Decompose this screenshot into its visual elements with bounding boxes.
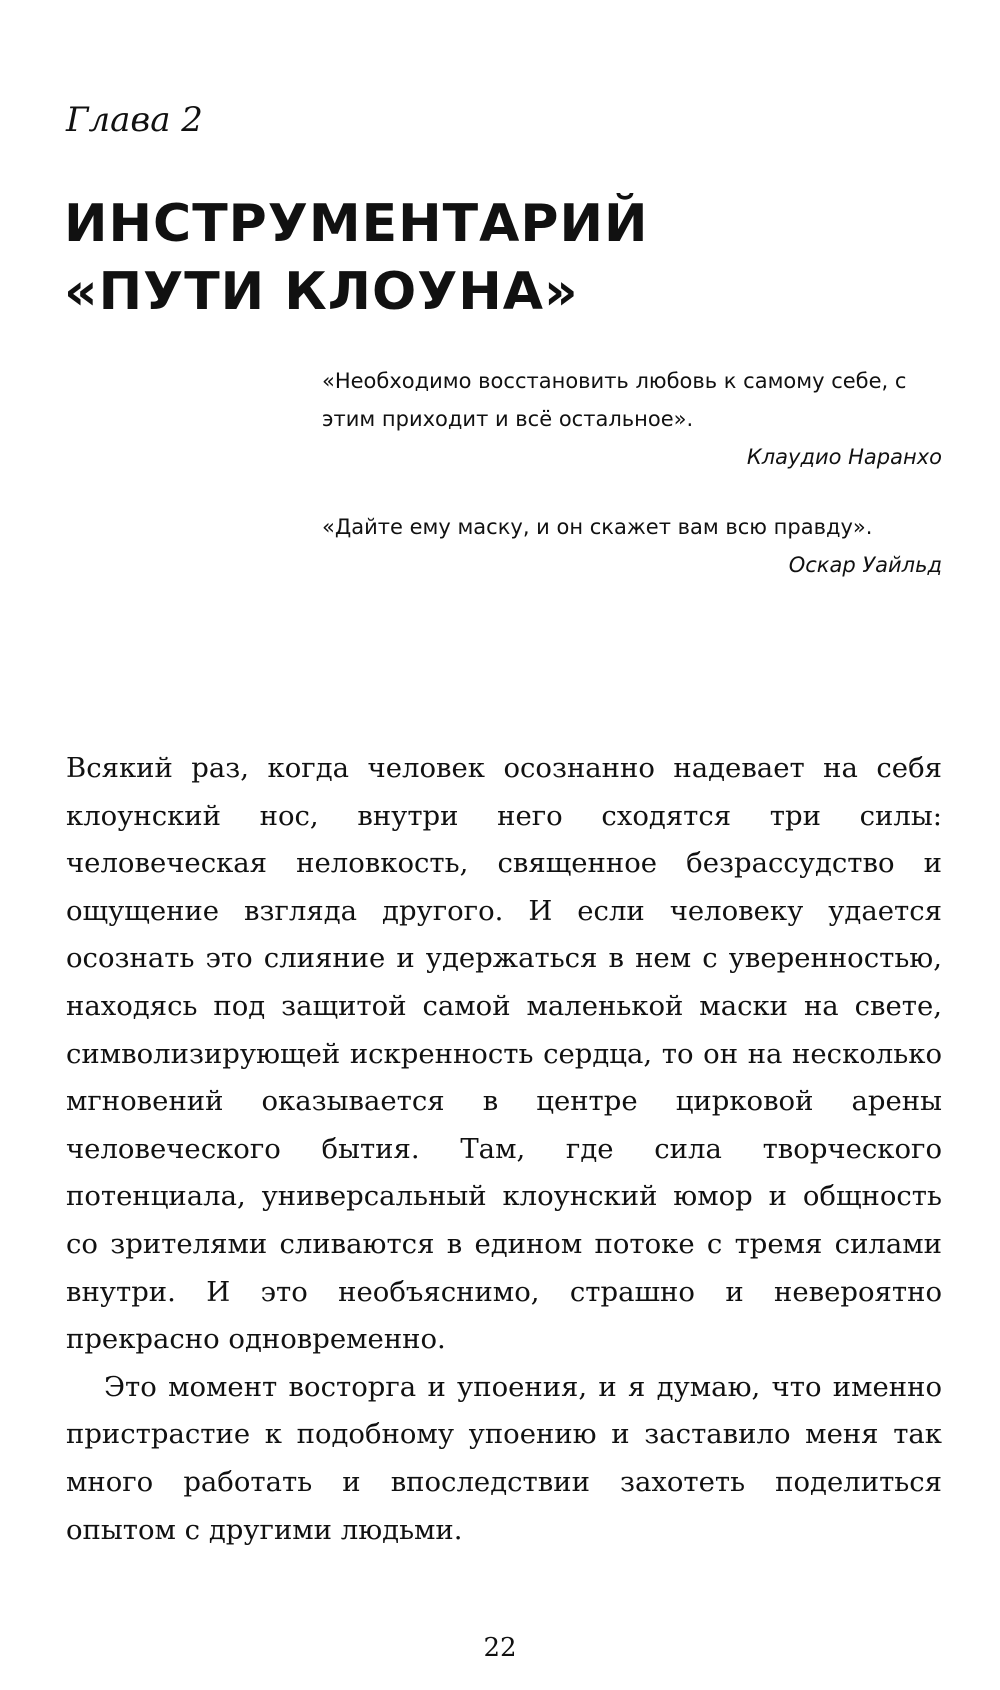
page-number: 22 (483, 1633, 517, 1663)
epigraphs (322, 362, 942, 616)
body-text (66, 745, 942, 1554)
chapter-title-line-2: «ПУТИ КЛОУНА» (64, 262, 579, 322)
epigraph-text: «Необходимо восстановить любовь к самому себе, с этим приходит и всё остальное». (322, 369, 907, 431)
epigraph (322, 362, 942, 476)
epigraph-author: Оскар Уайльд (788, 553, 942, 577)
chapter-label: Глава 2 (66, 100, 203, 140)
paragraph: Всякий раз, когда человек осознанно надевает на себя клоунский нос, внутри него сходятся три силы: человеческая неловкость, священное безрассудство и ощущение взгляда другого. И если человеку удается осознать это слияние и удержаться в нем с уверенностью, находясь под защитой самой маленькой маски на свете, символизирующей искренность сердца, то он на несколько мгновений оказывается в центре цирковой арены человеческого бытия. Там, где сила творческого потенциала, универсальный клоунский юмор и общность со зрителями сливаются в едином потоке с тремя силами внутри. И это необъяснимо, страшно и невероятно прекрасно одновременно. (66, 752, 942, 1356)
chapter-title (64, 190, 944, 326)
epigraph-author: Клаудио Наранхо (746, 445, 942, 469)
paragraph: Это момент восторга и упоения, и я думаю, что именно пристрастие к подобному упоению и заставило меня так много работать и впоследствии захотеть поделиться опытом с другими людьми. (66, 1370, 942, 1546)
epigraph-text: «Дайте ему маску, и он скажет вам всю правду». (322, 515, 873, 539)
chapter-title-line-1: ИНСТРУМЕНТАРИЙ (64, 194, 649, 254)
epigraph (322, 508, 942, 584)
